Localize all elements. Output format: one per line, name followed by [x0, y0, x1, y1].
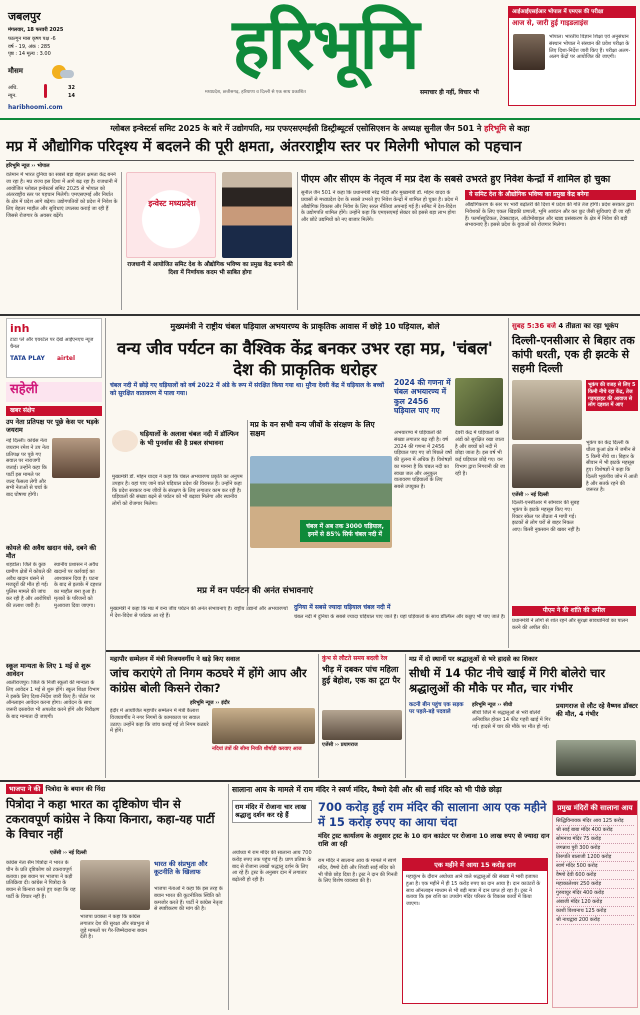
temple-item: सोमनाथ मंदिर 75 करोड़: [556, 835, 634, 844]
quake-magnitude: 4 तीव्रता का रहा भूकंप: [558, 322, 619, 330]
conference-caption: नदियां तंत्रों की सीमा नियति शीर्षाड़ी करवाए आज: [212, 746, 302, 752]
lead-headline[interactable]: मप्र में औद्योगिक परिदृश्य में बदलने की पूरी क्षमता, अंतरराष्ट्रीय स्तर पर मिलेगी भोपाल को पहचान: [6, 139, 522, 155]
masthead-logo: हरिभूमि: [232, 3, 418, 85]
ad-airtel-logo: airtel: [57, 355, 76, 362]
top-right-subtitle: आज से, जारी हुई गाइडलाइंस: [512, 18, 588, 27]
forest-box-title: मप्र के वन सभी वन्य जीवों के संरक्षण के लिए सक्षम: [250, 420, 375, 438]
pitroda-subhead: भारत की संप्रभुता और कूटनीति के खिलाफ: [154, 860, 208, 877]
ad-block[interactable]: inh टाटा प्ले और एयरटेल पर देखें आईएनएच न्यूज चैनल TATA PLAY airtel: [6, 318, 102, 378]
invest-mp-badge: [126, 172, 216, 258]
masthead-info-line: पृष्ठ : 14 मूल्य : 3.00: [8, 51, 51, 57]
sunil-jain-photo: [222, 172, 292, 258]
lead-side-col1: सुनील जैन 501 ने कहा कि प्रधानमंत्री नरेंद्र मोदी और मुख्यमंत्री डॉ. मोहन यादव के प्रयासों से मध्यप्रदेश देश के सबसे उभरते हुए निवेश केन्द्रों में शामिल हो चुका है। प्रदेश में औद्योगिक विकास और निवेश के लिए सरल नीतियां अपनाई गई हैं। समिट में देश-विदेश के उद्योगपति शामिल होंगे। उन्होंने कहा कि एमएसएमई सेक्टर को इससे बड़ा लाभ होगा और छोटे उद्यमियों को नए बाजार मिलेंगे।: [301, 190, 458, 223]
masthead-info-line: वर्ष - 19, अंक : 285: [8, 43, 51, 50]
temple-item: महाकालेश्वर 250 करोड़: [556, 880, 634, 889]
temple-item: काशी विश्वनाथ 125 करोड़: [556, 907, 634, 916]
lead-side-headline[interactable]: पीएम और सीएम के नेतृत्व में मप्र देश के सबसे उभरते हुए निवेश केन्द्रों में शामिल हो चुका: [301, 174, 611, 185]
kumbh-kicker: कुंभ से लौटते समय बदली रेल: [322, 655, 388, 662]
delhi-byline: एजेंसी ›› नई दिल्ली: [512, 492, 549, 498]
temple-item: श्री साईं बाबा मंदिर 400 करोड़: [556, 826, 634, 835]
pitroda-headline[interactable]: पित्रोदा ने कहा भारत का दृष्टिकोण चीन से टकरावपूर्ण कांग्रेस ने किया किनारा, कहा-यह पार्टी के विचार नहीं: [6, 797, 215, 841]
masthead-editions: मध्यप्रदेश, छत्तीसगढ़, हरियाणा व दिल्ली से एक साथ प्रकाशित: [205, 90, 306, 95]
temples-list: [553, 815, 637, 927]
invest-mp-text: इन्वेस्ट मध्यप्रदेश: [148, 199, 196, 208]
temple-item: जगन्नाथ पुरी 300 करोड़: [556, 844, 634, 853]
brief-news-2[interactable]: कोयले की अवैध खदान धंसे, दबने की मौत: [6, 544, 97, 561]
top-right-title: आईआईएसईआर भोपाल में एमएस की परीक्षा: [509, 7, 635, 18]
crowd-photo: [512, 444, 582, 488]
donation-box: एक महीने में आया 15 करोड़ दान महाकुंभ के दौरान अयोध्या आने वाले श्रद्धालुओं की संख्या में भारी इजाफा हुआ है। एक महीने में ही 15 करोड़ रुपए का दान आया है। दान काउंटरों के साथ ऑनलाइन माध्यम से भी बड़ी मात्रा में दान प्राप्त हो रहा है। ट्रस्ट ने बताया कि इस राशि का उपयोग मंदिर परिसर के विकास कार्यों में किया जाएगा।: [402, 858, 548, 1004]
lead-side-bar: ये समिट देश के औद्योगिक भविष्य का प्रमुख केंद्र बनेगा: [465, 190, 636, 200]
masthead-city: जबलपुर: [8, 10, 41, 23]
pm-appeal-bar: पीएम ने की शांति की अपील: [512, 606, 636, 616]
temple-item: स्वर्ण मंदिर 500 करोड़: [556, 862, 634, 871]
max-temp: 32: [68, 85, 75, 91]
nigam-kicker: महापौर सम्मेलन में मंत्री विजयवर्गीय ने खड़े किए सवाल: [110, 655, 240, 663]
kumbh-byline: एजेंसी ›› प्रयागराज: [322, 742, 358, 748]
ad-inh-logo: inh: [10, 322, 30, 335]
politician-photo: [52, 438, 100, 478]
masthead-slogan: समाचार ही नहीं, विचार भी: [420, 89, 479, 96]
brief-news-3[interactable]: स्कूल मान्यता के लिए 1 मई से शुरू आवेदन: [6, 662, 91, 679]
chambal-kicker: मुख्यमंत्री ने राष्ट्रीय चंबल घड़ियाल अभयारण्य के प्राकृतिक आवास में छोड़े 10 घड़ियाल, बोले: [170, 322, 440, 331]
temple-item: सिद्धिविनायक मंदिर आय 125 करोड़: [556, 817, 634, 826]
temple-item: तिरुपति बालाजी 1200 करोड़: [556, 853, 634, 862]
delhi-kicker: [512, 322, 636, 331]
lead-col1: वर्तमान में भारत दुनिया का सबसे बड़ा बेहतर क्षमता केंद्र बनने जा रहा है। मप्र राज्य इस दिशा में आगे बढ़ रहा है। राजधानी में आयोजित ग्लोबल इन्वेस्टर्स समिट 2025 से भोपाल को अंतरराष्ट्रीय स्तर पर पहचान मिलेगी। एमएसएमई और निर्यात के क्षेत्र में प्रदेश आगे बढ़ेगा। उद्योगपतियों को प्रदेश में निवेश के लिए बेहतर माहौल और सुविधाएं उपलब्ध कराई जा रही हैं जिससे रोजगार के अवसर बढ़ेंगे।: [6, 172, 118, 219]
temples-sidebar: [552, 800, 638, 1008]
temple-item: गुरुवायुर मंदिर 400 करोड़: [556, 889, 634, 898]
person-photo: [513, 34, 545, 70]
lead-kicker: ग्लोबल इन्वेस्टर्स समिट 2025 के बारे में उद्योगपति, मप्र एफएसएमईसी डिस्ट्रीब्यूटर्स एसोसिएशन के अध्यक्ष सुनील जैन 501 ने हरिभूमि से कहा: [110, 124, 530, 133]
pitroda-byline: एजेंसी ›› नई दिल्ली: [50, 850, 87, 856]
temple-item: श्री नाथद्वारा 200 करोड़: [556, 916, 634, 925]
min-temp-label: न्यून.: [8, 93, 17, 99]
max-temp-label: अधि.: [8, 85, 18, 91]
crocodile-photo: [455, 378, 503, 426]
saheli-logo[interactable]: सहेली: [6, 382, 102, 402]
website-link[interactable]: haribhoomi.com: [8, 104, 63, 111]
cloud-icon: [60, 70, 74, 78]
accident-inset: कटनी बीन पहुंच एक सड़क पर पहले-बड़े पदवाले: [409, 702, 464, 716]
masthead-date: मंगलवार, 18 फरवरी 2025: [8, 27, 64, 33]
crowd-rail-photo: [322, 710, 402, 740]
top-right-body: भोपाल। भारतीय विज्ञान शिक्षा एवं अनुसंधान संस्थान भोपाल ने संस्थान की प्रवेश परीक्षा के लिए दिशा-निर्देश जारी किए हैं। परीक्षा अलग-अलग केंद्रों पर आयोजित की जाएगी।: [549, 34, 631, 61]
temples-sidebar-title: प्रमुख मंदिरों की सालाना आय: [553, 801, 637, 815]
donation-box-title: एक महीने में आया 15 करोड़ दान: [403, 859, 547, 871]
min-temp: 14: [68, 93, 75, 99]
chambal-headline[interactable]: वन्य जीव पर्यटन का वैश्विक केंद्र बनकर उभर रहा मप्र, 'चंबल' देश की प्राकृतिक धरोहर: [117, 339, 493, 379]
dolphin-icon: [112, 430, 138, 452]
masthead-info: [8, 36, 56, 59]
nigam-headline[interactable]: जांच कराएंगे तो निगम कठघरे में होंगे आप और कांग्रेस बोली किसने रोका?: [110, 666, 307, 695]
delhi-headline[interactable]: दिल्ली-एनसीआर से बिहार तक कांपी धरती, एक ही झटके से सहमी दिल्ली: [512, 334, 635, 375]
pitroda-bar: [6, 785, 216, 793]
news-brief-bar: खबर संक्षेप: [6, 406, 102, 416]
quake-photo-caption: भूकंप की वजह से लिए 5 किमी नीचे रहा केंद्र, तेज गड़गड़ाहट की आवाज से लोग दहशत में आए: [586, 380, 638, 411]
pitroda-photo: [80, 860, 150, 910]
brief-news-1[interactable]: उप नेता प्रतिपक्ष पर पूछे केस पर भड़के जयराम: [6, 418, 99, 435]
pitroda-bar-tag: भाजपा ने की: [6, 784, 43, 794]
accident-kicker: मप्र में दो स्थानों पर श्रद्धालुओं से भरे हादसे का शिकार: [409, 655, 538, 663]
chambal-subhead: दुनिया में सबसे ज्यादा घड़ियाल चंबल नदी में: [294, 604, 391, 611]
weather-label: मौसम: [8, 67, 23, 75]
lead-byline: हरिभूमि न्यूज ›› भोपाल: [6, 163, 50, 169]
accident-byline: हरिभूमि न्यूज ›› सीधी: [472, 702, 513, 708]
accident-headline[interactable]: सीधी में 14 फीट नीचे खाई में गिरी बोलेरो चार श्रद्धालुओं की मौके पर मौत, चार गंभीर: [409, 666, 606, 695]
lead-side-col2: औद्योगिकरण के स्तर पर भारी बढ़ोतरी की दिशा में प्रदेश की गति तेज होगी। प्रदेश सरकार द्वारा निवेशकों के लिए एकल खिड़की प्रणाली, भूमि आवंटन और कर छूट जैसी सुविधाएं दी जा रही हैं। फार्मास्युटिकल, टेक्सटाइल, ऑटोमोबाइल और खाद्य प्रसंस्करण के क्षेत्र में निवेश की बड़ी संभावनाएं हैं। इससे प्रदेश के युवाओं को रोजगार मिलेगा।: [465, 202, 634, 229]
chambal-deck: चंबल नदी में छोड़े गए घड़ियालों को वर्ष 2022 में अंडे के रूप में संरक्षित किया गया था। मुरैना देवरी केंद्र में घड़ियाल के बच्चों को सुरक्षित वातावरण में पाला गया।: [110, 382, 385, 398]
top-right-story[interactable]: [508, 6, 636, 106]
lead-caption: राजधानी में आयोजित समिट देश के औद्योगिक भविष्य का प्रमुख केंद्र बनाने की दिशा में निर्णायक कदम भी साबित होगा: [127, 262, 293, 276]
chambal-quote: घड़ियालों के अलावा चंबल नदी में डॉल्फिन के भी पुनर्वास की है प्रबल संभावना: [140, 430, 239, 447]
kumbh-headline[interactable]: भीड़ में दबकर पांच महिला हुई बेहोश, एक का टूटा पैर: [322, 665, 401, 685]
nigam-byline: हरिभूमि न्यूज ›› इंदौर: [190, 700, 230, 706]
rammandir-headline[interactable]: 700 करोड़ हुई राम मंदिर की सालाना आय एक महीने में 15 करोड़ रुपए का आया चंदा: [318, 800, 547, 829]
chambal-stat: 2024 की गणना में चंबल अभयारण्य में कुल 2456 घड़ियाल पाए गए: [394, 378, 451, 416]
accident-side: प्रयागराज से लौट रहे वैष्णव डॉक्टर की मौत, 4 गंभीर: [556, 702, 638, 719]
masthead-info-line: फाल्गुन मास कृष्ण पक्ष -6: [8, 36, 56, 42]
chambal-inset: चंबल में अब तक 3000 घड़ियाल, इनमें से 85% सिर्फ चंबल नदी में: [300, 520, 390, 542]
temple-item: अंबाजी मंदिर 120 करोड़: [556, 898, 634, 907]
conference-photo: [212, 708, 315, 744]
rammandir-subhead: मंदिर ट्रस्ट कार्यालय के अनुसार ट्रस्ट के 10 दान काउंटर पर रोजाना 10 लाख रुपए से ज्यादा दान राशि आ रही: [318, 832, 550, 849]
temple-item: वैष्णो देवी 600 करोड़: [556, 871, 634, 880]
bolero-photo: [556, 740, 636, 776]
quake-photo: [512, 380, 582, 440]
rammandir-kicker: सालाना आय के मामले में राम मंदिर ने स्वर्ण मंदिर, वैष्णो देवी और श्री साईं मंदिर को भी पीछे छोड़ा: [232, 785, 502, 794]
rammandir-tag: राम मंदिर में रोजाना चार लाख श्रद्धालु दर्शन कर रहे हैं: [232, 800, 312, 823]
forest-box: [250, 420, 392, 452]
kicker-brand: हरिभूमि: [484, 124, 507, 133]
ad-tataplay-logo: TATA PLAY: [10, 355, 45, 362]
chambal-footer[interactable]: मप्र में वन पर्यटन की अनंत संभावनाएं: [196, 586, 314, 596]
quake-time: सुबह 5:36 बजे: [512, 322, 556, 330]
thermometer-icon: [44, 84, 47, 98]
pitroda-bar-text: पित्रोदा के बयान की निंदा: [45, 785, 106, 793]
